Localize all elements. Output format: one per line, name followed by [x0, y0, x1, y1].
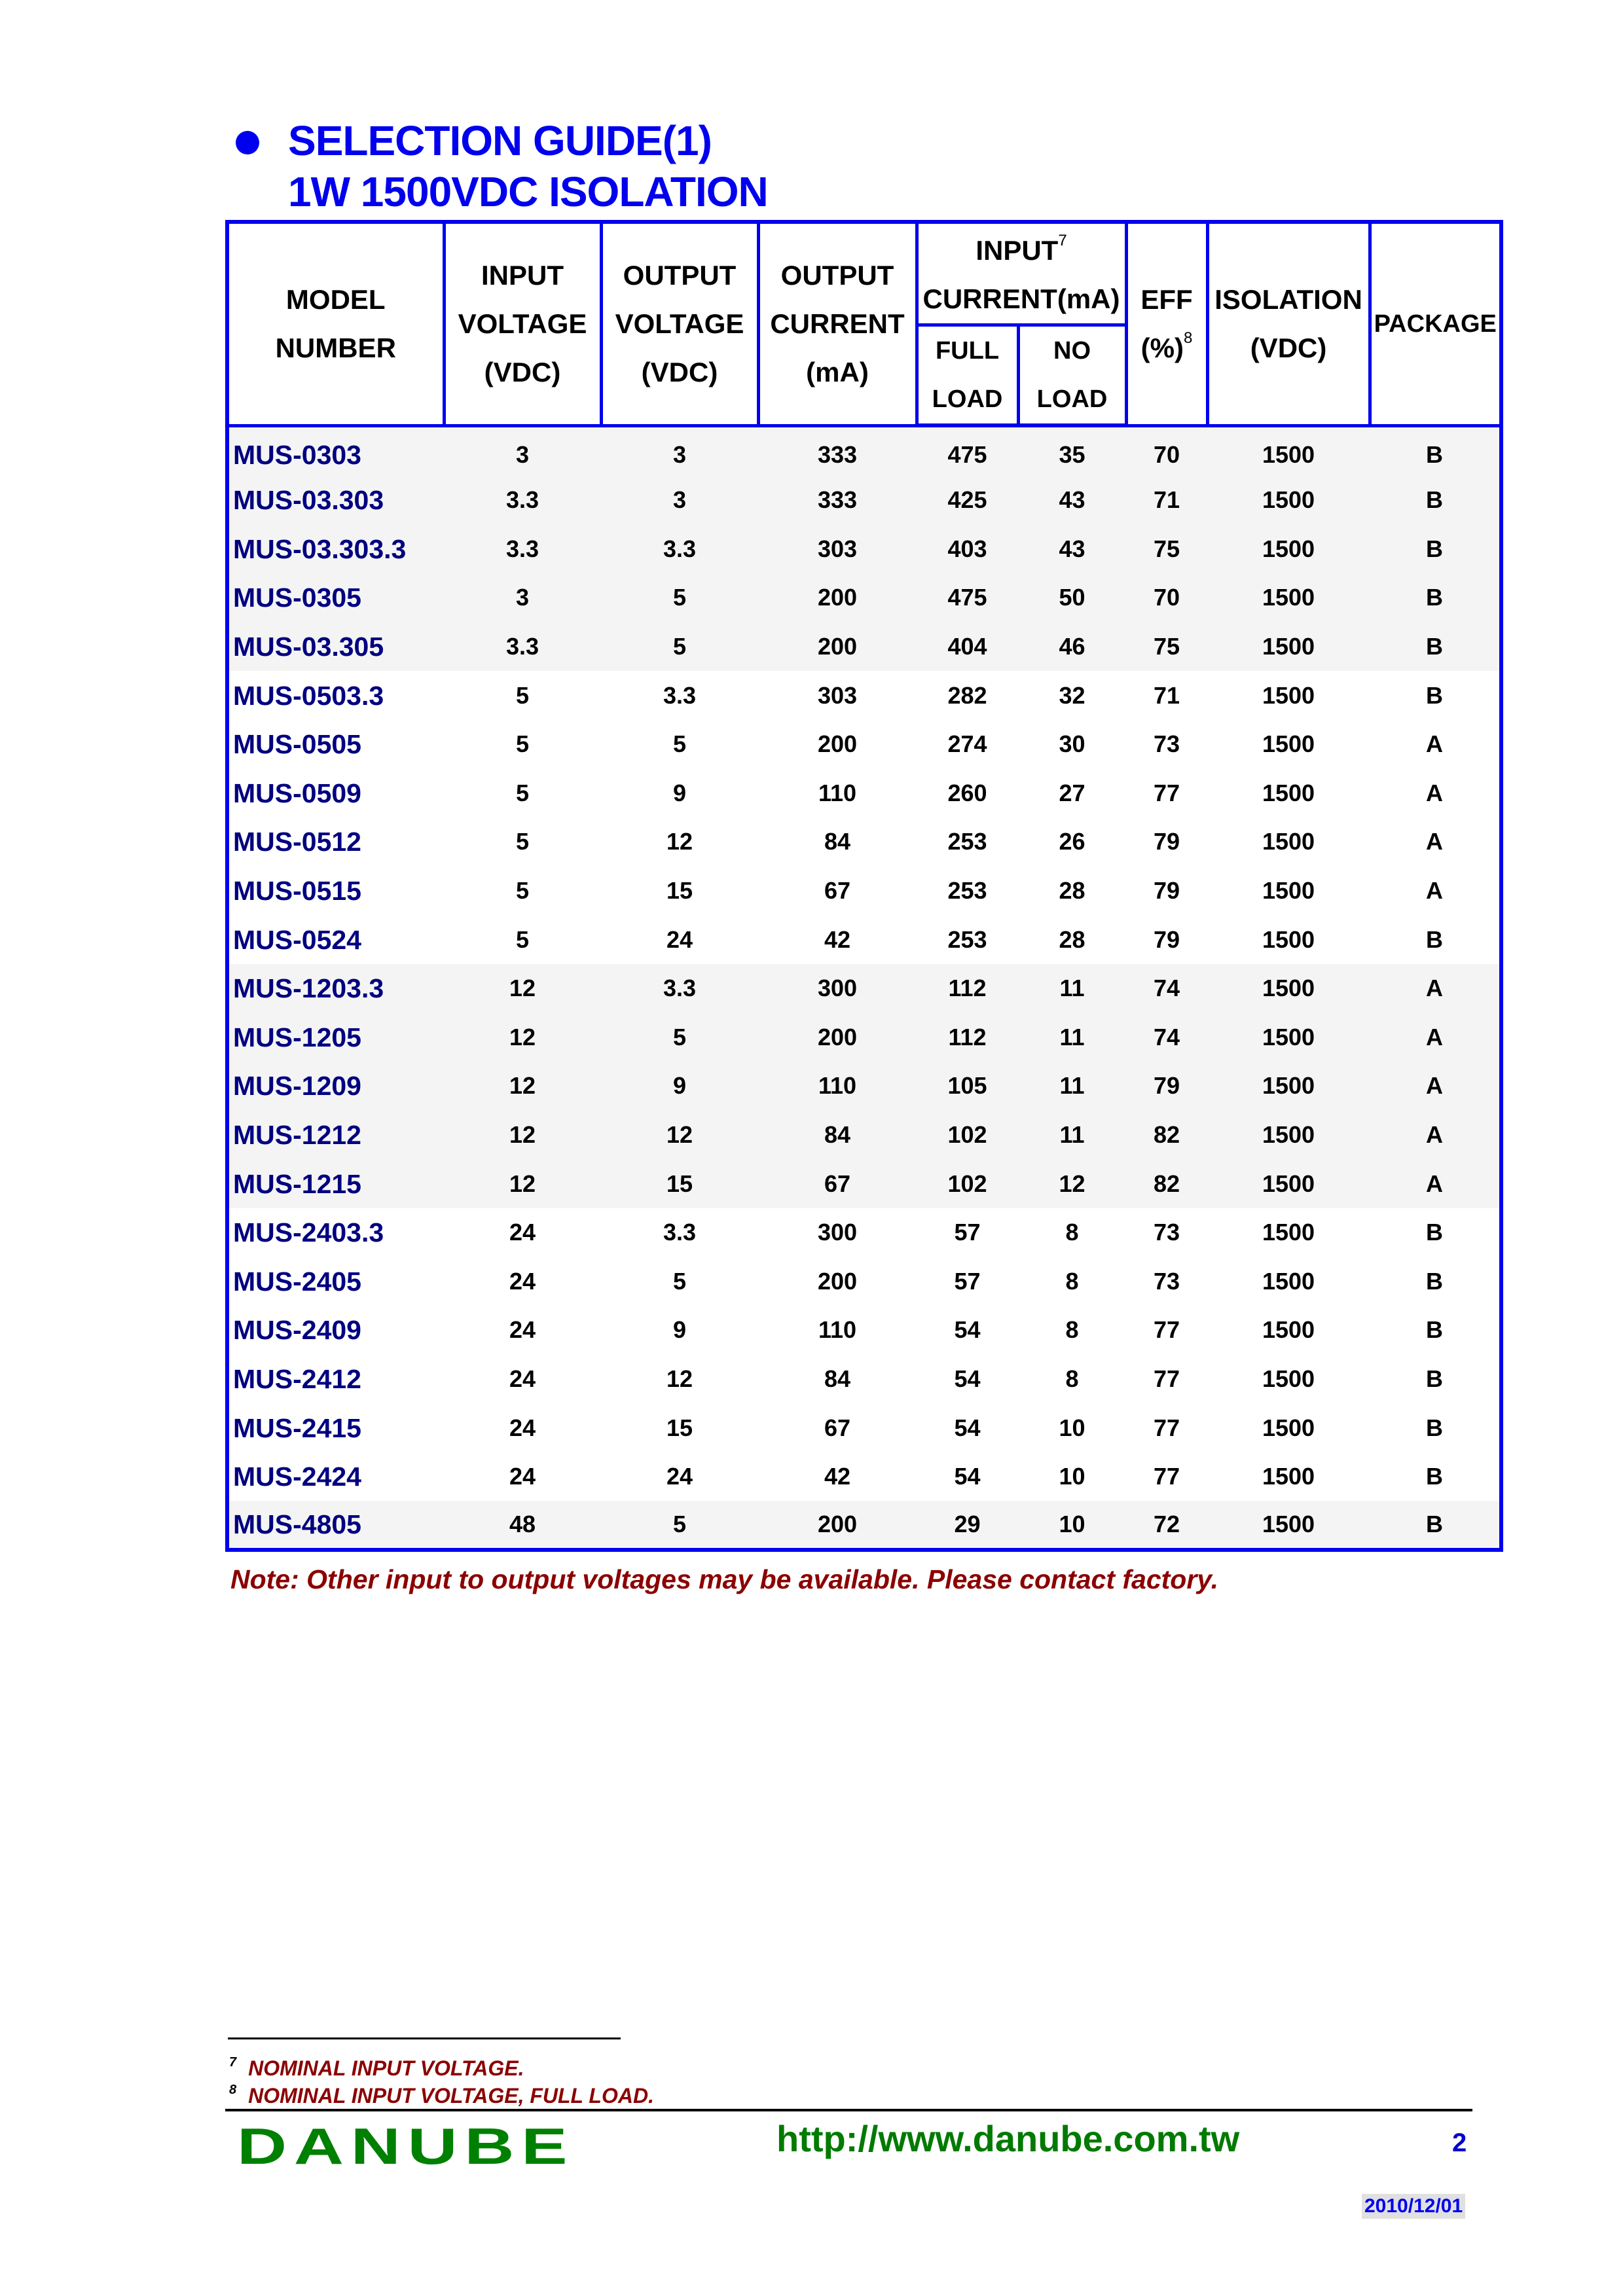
output-voltage-cell: 3.3	[601, 525, 758, 574]
full-load-current-cell: 102	[917, 1111, 1018, 1160]
title-line-2: 1W 1500VDC ISOLATION	[288, 168, 768, 215]
header-output-current	[758, 222, 917, 425]
page-number: 2	[1452, 2128, 1467, 2157]
selection-guide-table	[225, 220, 1503, 1552]
efficiency-cell: 70	[1126, 425, 1207, 476]
efficiency-cell: 74	[1126, 964, 1207, 1013]
input-voltage-cell: 3.3	[444, 622, 601, 672]
header-input-current	[917, 222, 1126, 275]
output-current-cell: 200	[758, 1501, 917, 1550]
model-number-cell: MUS-03.303.3	[227, 525, 444, 574]
table-row	[227, 622, 1501, 672]
full-load-current-cell: 57	[917, 1208, 1018, 1257]
package-cell: B	[1370, 525, 1501, 574]
input-voltage-cell: 12	[444, 1111, 601, 1160]
title-line-1: SELECTION GUIDE(1)	[288, 117, 712, 164]
package-cell: B	[1370, 915, 1501, 964]
table-row	[227, 867, 1501, 916]
input-voltage-cell: 3	[444, 573, 601, 622]
efficiency-cell: 77	[1126, 1403, 1207, 1452]
output-current-cell: 84	[758, 817, 917, 867]
header-text: FULL	[935, 337, 1000, 365]
efficiency-cell: 75	[1126, 525, 1207, 574]
header-isolation	[1207, 222, 1370, 425]
efficiency-cell: 74	[1126, 1013, 1207, 1062]
package-cell: B	[1370, 1355, 1501, 1404]
output-voltage-cell: 5	[601, 1501, 758, 1550]
model-number-cell: MUS-1209	[227, 1062, 444, 1111]
full-load-current-cell: 29	[917, 1501, 1018, 1550]
output-voltage-cell: 3	[601, 425, 758, 476]
output-voltage-cell: 9	[601, 1306, 758, 1355]
package-cell: B	[1370, 622, 1501, 672]
output-current-cell: 200	[758, 1013, 917, 1062]
full-load-current-cell: 57	[917, 1257, 1018, 1306]
efficiency-cell: 79	[1126, 915, 1207, 964]
efficiency-cell: 82	[1126, 1111, 1207, 1160]
header-text: NUMBER	[275, 332, 396, 363]
no-load-current-cell: 43	[1018, 525, 1126, 574]
header-text: (mA)	[806, 356, 869, 387]
header-text	[919, 224, 1125, 275]
model-number-cell: MUS-0512	[227, 817, 444, 867]
model-number-cell: MUS-2405	[227, 1257, 444, 1306]
full-load-current-cell: 105	[917, 1062, 1018, 1111]
input-voltage-cell: 24	[444, 1257, 601, 1306]
efficiency-cell: 73	[1126, 1257, 1207, 1306]
output-voltage-cell: 15	[601, 1159, 758, 1208]
output-current-cell: 333	[758, 425, 917, 476]
header-text: NO	[1053, 337, 1091, 365]
full-load-current-cell: 253	[917, 867, 1018, 916]
model-number-cell: MUS-0509	[227, 769, 444, 818]
isolation-cell: 1500	[1207, 573, 1370, 622]
model-number-cell: MUS-2403.3	[227, 1208, 444, 1257]
input-voltage-cell: 24	[444, 1306, 601, 1355]
footnote-ref-7: 7	[1058, 232, 1067, 249]
header-package: PACKAGE	[1370, 222, 1501, 425]
input-voltage-cell: 12	[444, 1062, 601, 1111]
header-eff	[1126, 222, 1207, 425]
model-number-cell: MUS-2409	[227, 1306, 444, 1355]
output-current-cell: 84	[758, 1355, 917, 1404]
table-row	[227, 1452, 1501, 1501]
full-load-current-cell: 425	[917, 476, 1018, 525]
efficiency-cell: 77	[1126, 1355, 1207, 1404]
isolation-cell: 1500	[1207, 1208, 1370, 1257]
output-current-cell: 300	[758, 964, 917, 1013]
output-voltage-cell: 12	[601, 1111, 758, 1160]
no-load-current-cell: 8	[1018, 1355, 1126, 1404]
no-load-current-cell: 8	[1018, 1257, 1126, 1306]
efficiency-cell: 79	[1126, 817, 1207, 867]
output-current-cell: 110	[758, 769, 917, 818]
output-current-cell: 200	[758, 720, 917, 769]
input-voltage-cell: 48	[444, 1501, 601, 1550]
table-row	[227, 573, 1501, 622]
isolation-cell: 1500	[1207, 1111, 1370, 1160]
isolation-cell: 1500	[1207, 476, 1370, 525]
isolation-cell: 1500	[1207, 1159, 1370, 1208]
full-load-current-cell: 112	[917, 964, 1018, 1013]
header-text: OUTPUT	[780, 259, 894, 291]
package-cell: A	[1370, 769, 1501, 818]
header-text: (%)	[1140, 332, 1184, 363]
package-cell: A	[1370, 1111, 1501, 1160]
no-load-current-cell: 30	[1018, 720, 1126, 769]
no-load-current-cell: 8	[1018, 1208, 1126, 1257]
input-voltage-cell: 12	[444, 1159, 601, 1208]
model-number-cell: MUS-03.303	[227, 476, 444, 525]
header-text: MODEL	[285, 283, 386, 315]
efficiency-cell: 72	[1126, 1501, 1207, 1550]
full-load-current-cell: 403	[917, 525, 1018, 574]
model-number-cell: MUS-2424	[227, 1452, 444, 1501]
header-text: OUTPUT	[623, 259, 737, 291]
output-voltage-cell: 3.3	[601, 671, 758, 720]
full-load-current-cell: 253	[917, 817, 1018, 867]
table-row	[227, 720, 1501, 769]
isolation-cell: 1500	[1207, 915, 1370, 964]
header-text: VOLTAGE	[458, 308, 587, 339]
isolation-cell: 1500	[1207, 1355, 1370, 1404]
input-voltage-cell: 24	[444, 1208, 601, 1257]
output-voltage-cell: 5	[601, 622, 758, 672]
model-number-cell: MUS-1203.3	[227, 964, 444, 1013]
output-current-cell: 303	[758, 671, 917, 720]
full-load-current-cell: 54	[917, 1355, 1018, 1404]
output-voltage-cell: 5	[601, 1257, 758, 1306]
input-voltage-cell: 5	[444, 915, 601, 964]
header-text: (VDC)	[1250, 332, 1327, 363]
package-cell: B	[1370, 573, 1501, 622]
website-link[interactable]: http://www.danube.com.tw	[776, 2118, 1240, 2159]
table-row	[227, 1501, 1501, 1550]
output-current-cell: 300	[758, 1208, 917, 1257]
full-load-current-cell: 274	[917, 720, 1018, 769]
package-cell: A	[1370, 817, 1501, 867]
table-row	[227, 1111, 1501, 1160]
no-load-current-cell: 11	[1018, 964, 1126, 1013]
isolation-cell: 1500	[1207, 720, 1370, 769]
danube-logo: DANUBE	[237, 2117, 575, 2175]
header-text: INPUT	[976, 235, 1059, 266]
full-load-current-cell: 253	[917, 915, 1018, 964]
input-voltage-cell: 24	[444, 1355, 601, 1404]
full-load-current-cell: 282	[917, 671, 1018, 720]
header-full-load	[917, 325, 1018, 426]
model-number-cell: MUS-1205	[227, 1013, 444, 1062]
no-load-current-cell: 11	[1018, 1013, 1126, 1062]
efficiency-cell: 71	[1126, 476, 1207, 525]
output-voltage-cell: 5	[601, 573, 758, 622]
table-row	[227, 1159, 1501, 1208]
no-load-current-cell: 27	[1018, 769, 1126, 818]
header-input-voltage	[444, 222, 601, 425]
full-load-current-cell: 54	[917, 1452, 1018, 1501]
full-load-current-cell: 404	[917, 622, 1018, 672]
output-voltage-cell: 24	[601, 915, 758, 964]
footnote-mark: 7	[229, 2055, 237, 2070]
full-load-current-cell: 260	[917, 769, 1018, 818]
no-load-current-cell: 10	[1018, 1452, 1126, 1501]
output-current-cell: 333	[758, 476, 917, 525]
isolation-cell: 1500	[1207, 867, 1370, 916]
efficiency-cell: 75	[1126, 622, 1207, 672]
full-load-current-cell: 54	[917, 1403, 1018, 1452]
no-load-current-cell: 10	[1018, 1501, 1126, 1550]
table-row	[227, 476, 1501, 525]
input-voltage-cell: 24	[444, 1452, 601, 1501]
output-current-cell: 303	[758, 525, 917, 574]
isolation-cell: 1500	[1207, 1403, 1370, 1452]
output-voltage-cell: 3.3	[601, 964, 758, 1013]
package-cell: B	[1370, 476, 1501, 525]
package-cell: A	[1370, 1159, 1501, 1208]
package-cell: A	[1370, 964, 1501, 1013]
model-number-cell: MUS-03.305	[227, 622, 444, 672]
no-load-current-cell: 46	[1018, 622, 1126, 672]
input-voltage-cell: 5	[444, 769, 601, 818]
output-current-cell: 42	[758, 915, 917, 964]
output-current-cell: 110	[758, 1306, 917, 1355]
footnote-mark: 8	[229, 2083, 237, 2097]
isolation-cell: 1500	[1207, 671, 1370, 720]
no-load-current-cell: 26	[1018, 817, 1126, 867]
output-voltage-cell: 5	[601, 720, 758, 769]
efficiency-cell: 73	[1126, 720, 1207, 769]
footnote-7	[229, 2056, 524, 2081]
header-text: EFF	[1140, 283, 1193, 315]
full-load-current-cell: 475	[917, 425, 1018, 476]
output-voltage-cell: 12	[601, 817, 758, 867]
table-row	[227, 1208, 1501, 1257]
efficiency-cell: 77	[1126, 1306, 1207, 1355]
table-row	[227, 1403, 1501, 1452]
input-voltage-cell: 5	[444, 867, 601, 916]
isolation-cell: 1500	[1207, 425, 1370, 476]
output-current-cell: 67	[758, 1159, 917, 1208]
output-current-cell: 110	[758, 1062, 917, 1111]
header-text: (VDC)	[641, 356, 718, 387]
output-voltage-cell: 9	[601, 1062, 758, 1111]
isolation-cell: 1500	[1207, 1062, 1370, 1111]
package-cell: A	[1370, 1062, 1501, 1111]
table-row	[227, 915, 1501, 964]
header-text: ISOLATION	[1214, 283, 1362, 315]
input-voltage-cell: 3.3	[444, 525, 601, 574]
isolation-cell: 1500	[1207, 817, 1370, 867]
model-number-cell: MUS-1215	[227, 1159, 444, 1208]
output-current-cell: 42	[758, 1452, 917, 1501]
table-row	[227, 769, 1501, 818]
output-current-cell: 67	[758, 867, 917, 916]
output-current-cell: 67	[758, 1403, 917, 1452]
model-number-cell: MUS-0503.3	[227, 671, 444, 720]
package-cell: A	[1370, 1013, 1501, 1062]
header-text	[1128, 324, 1206, 372]
efficiency-cell: 70	[1126, 573, 1207, 622]
no-load-current-cell: 28	[1018, 915, 1126, 964]
no-load-current-cell: 50	[1018, 573, 1126, 622]
output-voltage-cell: 12	[601, 1355, 758, 1404]
model-number-cell: MUS-0515	[227, 867, 444, 916]
output-voltage-cell: 24	[601, 1452, 758, 1501]
table-body	[227, 425, 1501, 1550]
output-voltage-cell: 3	[601, 476, 758, 525]
isolation-cell: 1500	[1207, 1452, 1370, 1501]
table-row	[227, 1062, 1501, 1111]
no-load-current-cell: 35	[1018, 425, 1126, 476]
model-number-cell: MUS-4805	[227, 1501, 444, 1550]
isolation-cell: 1500	[1207, 1306, 1370, 1355]
model-number-cell: MUS-0303	[227, 425, 444, 476]
no-load-current-cell: 8	[1018, 1306, 1126, 1355]
table-row	[227, 964, 1501, 1013]
package-cell: B	[1370, 1306, 1501, 1355]
package-cell: B	[1370, 1208, 1501, 1257]
model-number-cell: MUS-1212	[227, 1111, 444, 1160]
efficiency-cell: 73	[1126, 1208, 1207, 1257]
model-number-cell: MUS-2415	[227, 1403, 444, 1452]
input-voltage-cell: 5	[444, 720, 601, 769]
header-input-current-unit: CURRENT(mA)	[917, 275, 1126, 325]
no-load-current-cell: 11	[1018, 1062, 1126, 1111]
output-current-cell: 200	[758, 1257, 917, 1306]
input-voltage-cell: 24	[444, 1403, 601, 1452]
header-model-number	[227, 222, 444, 425]
output-voltage-cell: 15	[601, 867, 758, 916]
isolation-cell: 1500	[1207, 1501, 1370, 1550]
table-row	[227, 1013, 1501, 1062]
availability-note: Note: Other input to output voltages may be available. Please contact factory.	[230, 1564, 1218, 1594]
efficiency-cell: 77	[1126, 769, 1207, 818]
isolation-cell: 1500	[1207, 769, 1370, 818]
full-load-current-cell: 102	[917, 1159, 1018, 1208]
isolation-cell: 1500	[1207, 1013, 1370, 1062]
model-number-cell: MUS-2412	[227, 1355, 444, 1404]
efficiency-cell: 82	[1126, 1159, 1207, 1208]
input-voltage-cell: 12	[444, 964, 601, 1013]
isolation-cell: 1500	[1207, 525, 1370, 574]
efficiency-cell: 79	[1126, 867, 1207, 916]
header-output-voltage	[601, 222, 758, 425]
input-voltage-cell: 12	[444, 1013, 601, 1062]
header-text: VOLTAGE	[615, 308, 744, 339]
package-cell: A	[1370, 867, 1501, 916]
output-voltage-cell: 3.3	[601, 1208, 758, 1257]
footnote-8	[229, 2084, 654, 2108]
header-text: LOAD	[932, 386, 1003, 413]
model-number-cell: MUS-0505	[227, 720, 444, 769]
footnote-text: NOMINAL INPUT VOLTAGE.	[248, 2056, 524, 2080]
output-voltage-cell: 5	[601, 1013, 758, 1062]
full-load-current-cell: 475	[917, 573, 1018, 622]
package-cell: B	[1370, 1452, 1501, 1501]
package-cell: B	[1370, 425, 1501, 476]
model-number-cell: MUS-0305	[227, 573, 444, 622]
package-cell: B	[1370, 1257, 1501, 1306]
table-row	[227, 1257, 1501, 1306]
input-voltage-cell: 3.3	[444, 476, 601, 525]
output-current-cell: 84	[758, 1111, 917, 1160]
footnote-divider	[228, 2037, 621, 2039]
bullet-icon	[236, 131, 259, 154]
package-cell: B	[1370, 1403, 1501, 1452]
table-row	[227, 1306, 1501, 1355]
footnote-text: NOMINAL INPUT VOLTAGE, FULL LOAD.	[248, 2084, 654, 2108]
table-row	[227, 425, 1501, 476]
header-text: CURRENT	[770, 308, 905, 339]
model-number-cell: MUS-0524	[227, 915, 444, 964]
no-load-current-cell: 28	[1018, 867, 1126, 916]
no-load-current-cell: 43	[1018, 476, 1126, 525]
no-load-current-cell: 12	[1018, 1159, 1126, 1208]
no-load-current-cell: 11	[1018, 1111, 1126, 1160]
full-load-current-cell: 54	[917, 1306, 1018, 1355]
output-current-cell: 200	[758, 573, 917, 622]
package-cell: B	[1370, 671, 1501, 720]
isolation-cell: 1500	[1207, 964, 1370, 1013]
full-load-current-cell: 112	[917, 1013, 1018, 1062]
efficiency-cell: 79	[1126, 1062, 1207, 1111]
isolation-cell: 1500	[1207, 622, 1370, 672]
input-voltage-cell: 5	[444, 817, 601, 867]
footer-divider	[225, 2109, 1472, 2111]
no-load-current-cell: 32	[1018, 671, 1126, 720]
footnote-ref-8: 8	[1184, 329, 1193, 347]
input-voltage-cell: 3	[444, 425, 601, 476]
header-no-load	[1018, 325, 1126, 426]
table-row	[227, 1355, 1501, 1404]
package-cell: A	[1370, 720, 1501, 769]
efficiency-cell: 77	[1126, 1452, 1207, 1501]
table-row	[227, 817, 1501, 867]
no-load-current-cell: 10	[1018, 1403, 1126, 1452]
input-voltage-cell: 5	[444, 671, 601, 720]
package-cell: B	[1370, 1501, 1501, 1550]
table-row	[227, 671, 1501, 720]
table-row	[227, 525, 1501, 574]
output-voltage-cell: 9	[601, 769, 758, 818]
isolation-cell: 1500	[1207, 1257, 1370, 1306]
efficiency-cell: 71	[1126, 671, 1207, 720]
revision-date: 2010/12/01	[1362, 2194, 1465, 2219]
header-text: (VDC)	[484, 356, 561, 387]
output-voltage-cell: 15	[601, 1403, 758, 1452]
output-current-cell: 200	[758, 622, 917, 672]
header-text: INPUT	[481, 259, 564, 291]
header-text: LOAD	[1036, 386, 1108, 413]
